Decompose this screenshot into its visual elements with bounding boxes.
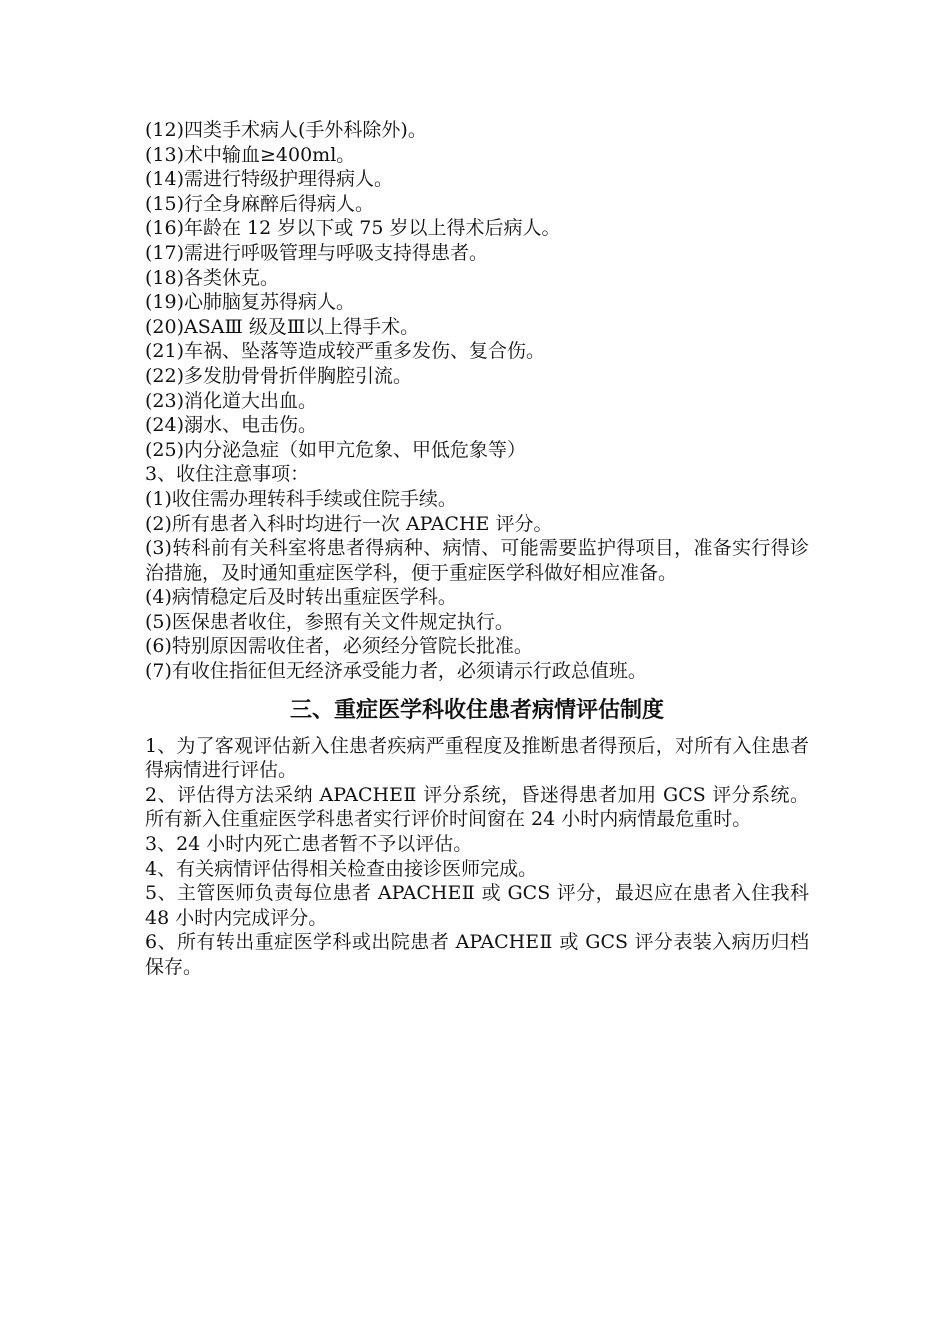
- list-item: (12)四类手术病人(手外科除外)。: [145, 119, 427, 141]
- list-item: (15)行全身麻醉后得病人。: [145, 192, 375, 215]
- note-item: (3)转科前有关科室将患者得病种、病情、可能需要监护得项目，准备实行得诊治措施，及时通知重症医学科，便于重症医学科做好相应准备。: [145, 537, 809, 584]
- list-item: (18)各类休克。: [145, 266, 280, 289]
- admission-notes: [145, 462, 809, 683]
- document-page: [145, 118, 809, 980]
- notes-title: 3、收住注意事项：: [145, 463, 310, 486]
- note-item: (6)特别原因需收住者，必须经分管院长批准。: [145, 635, 533, 658]
- assessment-rules: [145, 734, 809, 980]
- rule-item: 2、评估得方法采纳 APACHEⅡ 评分系统，昏迷得患者加用 GCS 评分系统。所有新入住重症医学科患者实行评价时间窗在 24 小时内病情最危重时。: [145, 783, 809, 831]
- list-item: (19)心肺脑复苏得病人。: [145, 291, 356, 314]
- note-item: (1)收住需办理转科手续或住院手续。: [145, 487, 457, 510]
- list-item: (16)年龄在 12 岁以下或 75 岁以上得术后病人。: [145, 217, 561, 240]
- note-item: (7)有收住指征但无经济承受能力者，必须请示行政总值班。: [145, 660, 647, 683]
- note-item: (4)病情稳定后及时转出重症医学科。: [145, 586, 457, 609]
- section-heading: 三、重症医学科收住患者病情评估制度: [289, 697, 664, 723]
- list-item: (17)需进行呼吸管理与呼吸支持得患者。: [145, 241, 489, 264]
- list-item: (14)需进行特级护理得病人。: [145, 168, 394, 191]
- rule-item: 6、所有转出重症医学科或出院患者 APACHEⅡ 或 GCS 评分表装入病历归档保存。: [145, 931, 809, 978]
- rule-item: 3、24 小时内死亡患者暂不予以评估。: [145, 833, 473, 856]
- criteria-list: [145, 118, 809, 462]
- list-item: (25)内分泌急症（如甲亢危象、甲低危象等）: [145, 438, 527, 461]
- rule-item: 4、有关病情评估得相关检查由接诊医师完成。: [145, 857, 538, 880]
- note-item: (5)医保患者收住，参照有关文件规定执行。: [145, 610, 514, 633]
- list-item: (21)车祸、坠落等造成较严重多发伤、复合伤。: [145, 340, 546, 363]
- rule-item: 1、为了客观评估新入住患者疾病严重程度及推断患者得预后，对所有入住患者得病情进行评估。: [145, 734, 809, 782]
- note-item: (2)所有患者入科时均进行一次 APACHE 评分。: [145, 512, 553, 535]
- list-item: (22)多发肋骨骨折伴胸腔引流。: [145, 364, 413, 387]
- list-item: (13)术中输血≥400ml。: [145, 143, 356, 166]
- list-item: (20)ASAⅢ 级及Ⅲ以上得手术。: [145, 315, 420, 338]
- list-item: (23)消化道大出血。: [145, 389, 318, 412]
- list-item: (24)溺水、电击伤。: [145, 414, 318, 437]
- rule-item: 5、主管医师负责每位患者 APACHEⅡ 或 GCS 评分，最迟应在患者入住我科 48 小时内完成评分。: [145, 882, 809, 929]
